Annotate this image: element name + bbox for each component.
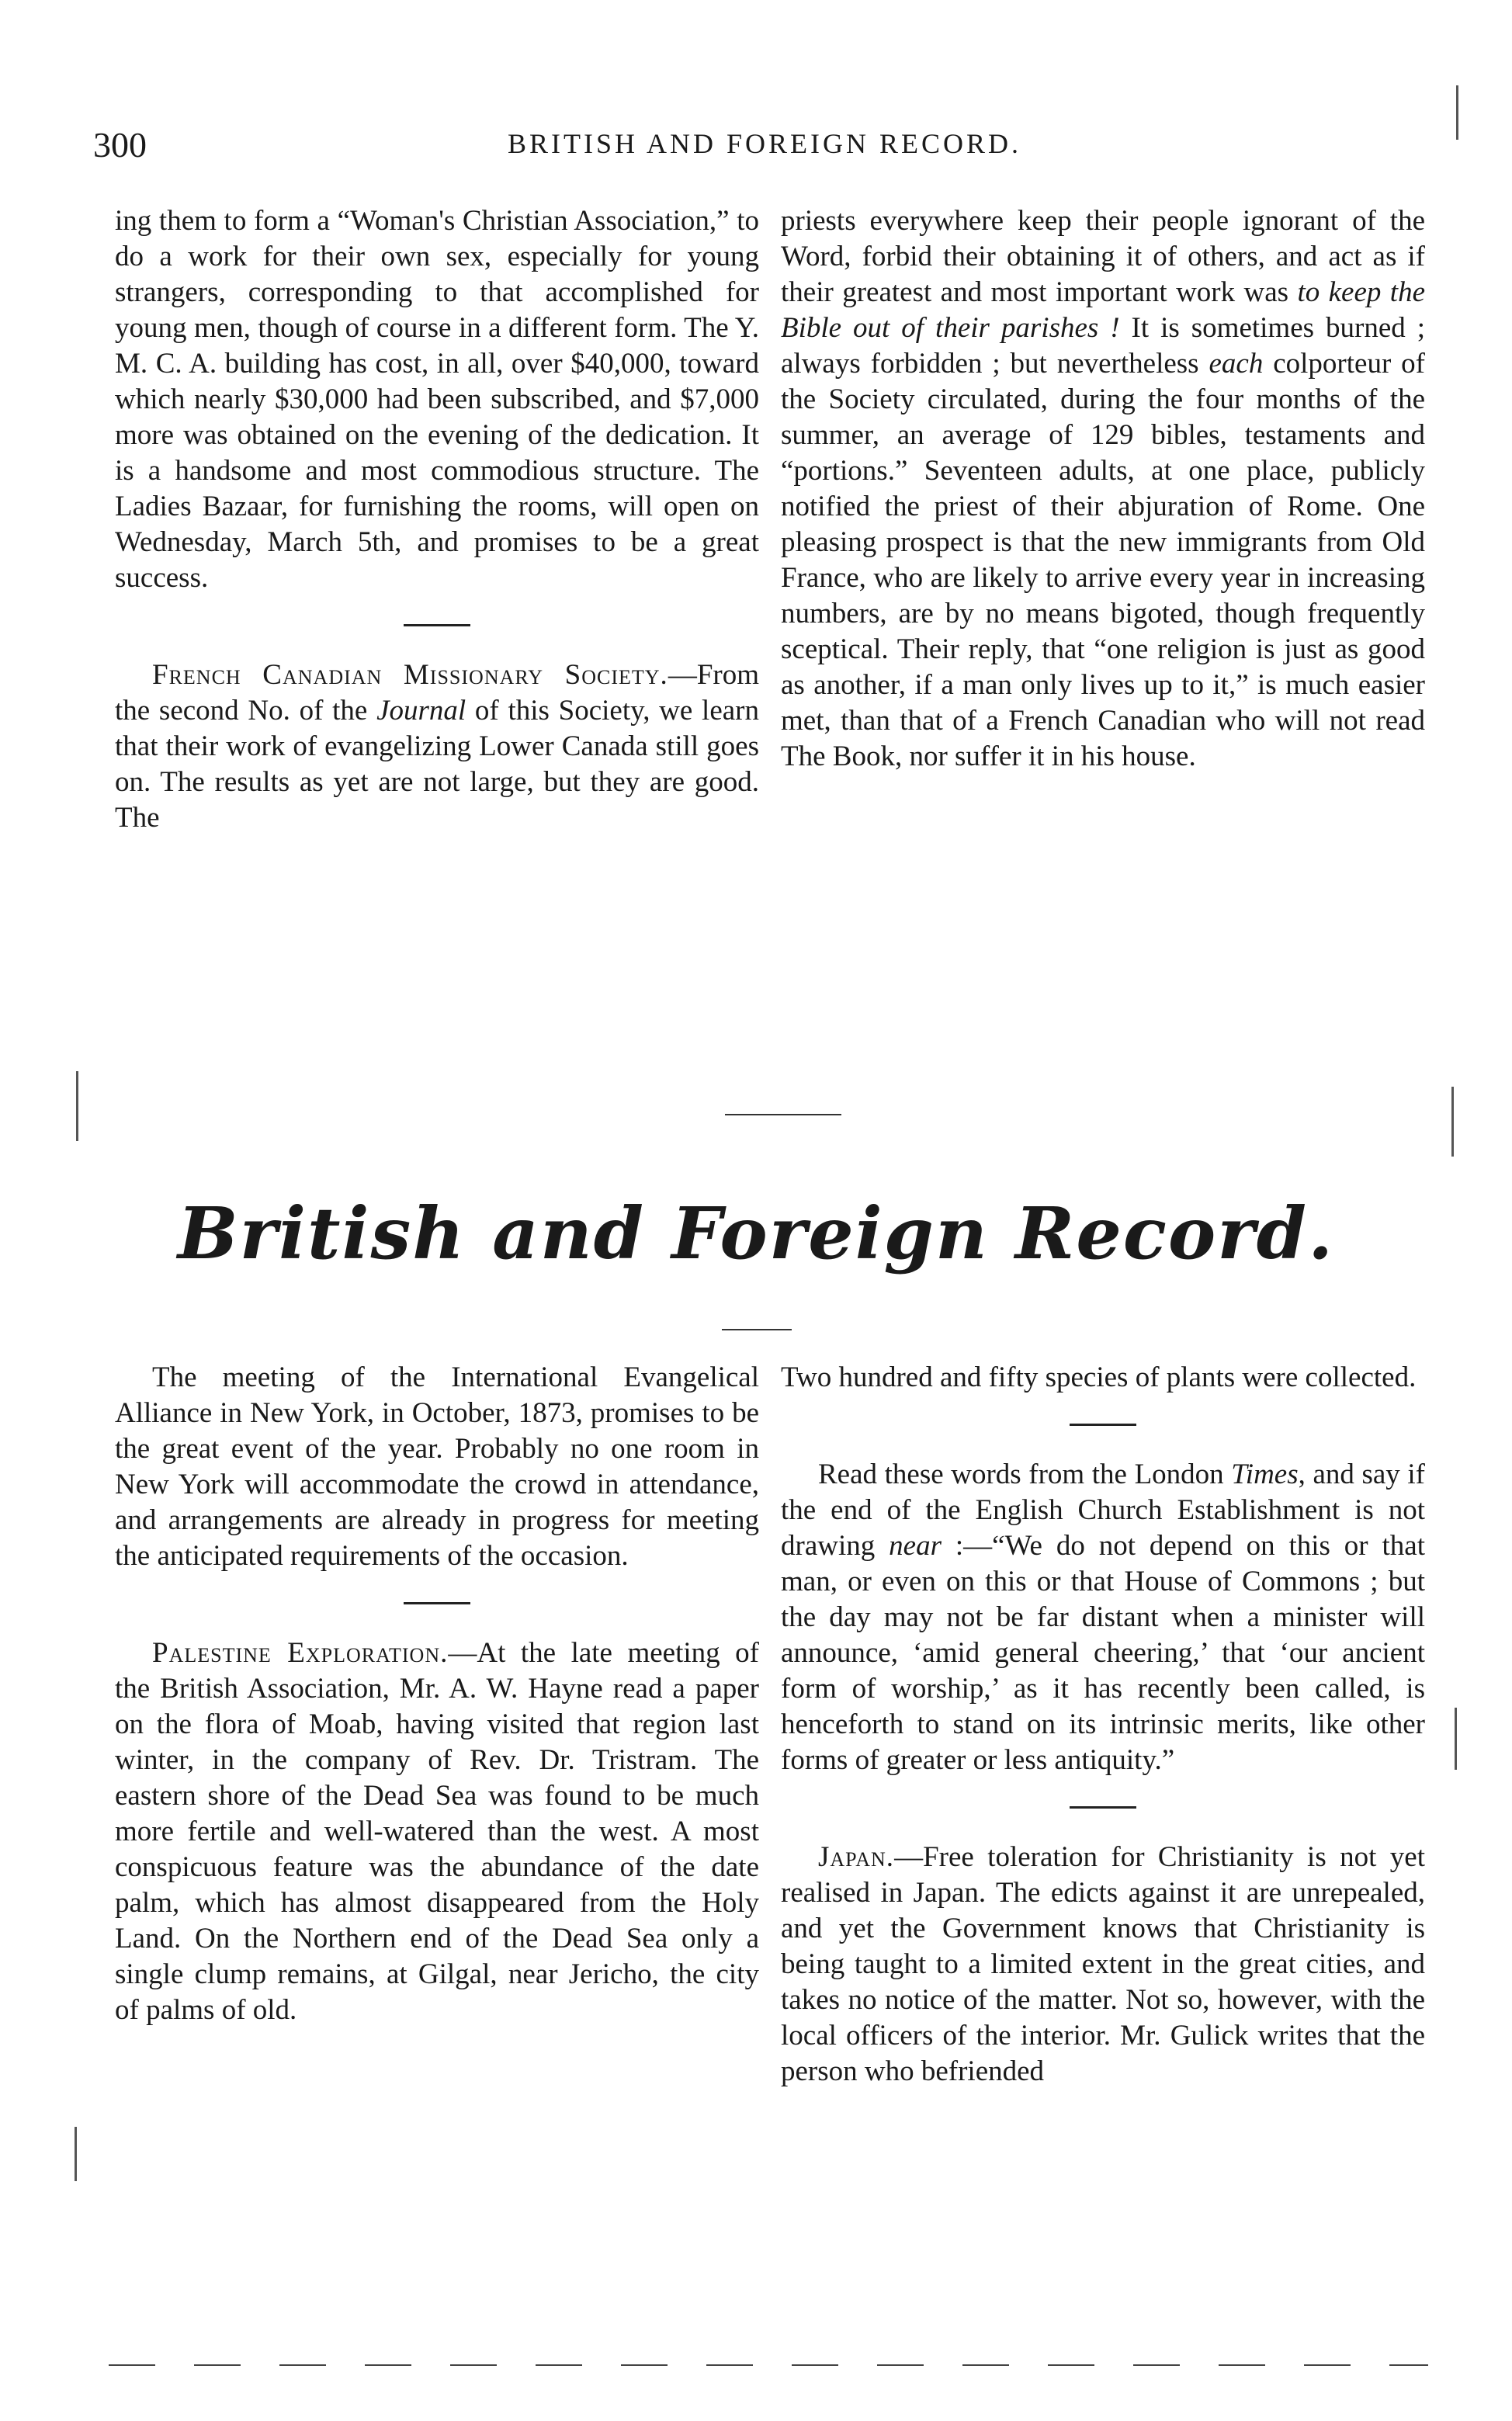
top-right-column: [781, 203, 1425, 775]
running-head: [93, 124, 1436, 171]
bottom-rule: [109, 2364, 1428, 2366]
paragraph-text: of this Society, we learn that their work of evangelizing Lower Canada still goes on. The results as yet are not large, but they are good. The: [115, 695, 759, 834]
paragraph-priests: [781, 203, 1425, 775]
paragraph-text: colporteur of the Society circulated, during the four months of the summer, an average of 129 bibles, testaments and “portions.” Seventeen adults, at one place, publicly notified the priest of their abjuration of Rome. One pleasing prospect is that the new immigrants from Old France, who are likely to arrive every year in increasing numbers, are by no means bigoted, though frequently sceptical. Their reply, that “one religion is just as good as another, if a man only lives up to it,” is much easier met, than that of a French Canadian who will not read The Book, nor suffer it in his house.: [781, 348, 1425, 772]
paragraph-evangelical-alliance: The meeting of the International Evangelical Alliance in New York, in October, 1873, promises to be the great event of the year. Probably no one room in New York will accommodate the crowd in attendance, and arrangements are already in progress for meeting the anticipated requirements of the occasion.: [115, 1361, 759, 1572]
paragraph-text: It is sometimes burned ; always forbidden ; but nevertheless: [781, 312, 1425, 380]
scan-edge-mark: [1455, 1708, 1457, 1770]
emphasis-text: each: [1209, 348, 1264, 380]
paragraph-text: —Free toleration for Christianity is not yet realised in Japan. The edicts against it are unrepealed, and yet the Government knows that Christianity is being taught to a limited extent in the great cities, and takes no notice of the matter. Not so, however, with the local officers of the interior. Mr. Gulick writes that the person who befriended: [781, 1841, 1425, 2087]
emphasis-text: to keep the Bible out of their parishes !: [781, 276, 1425, 344]
bottom-right-column: [781, 1360, 1425, 2090]
emphasis-text: near: [889, 1530, 942, 1562]
running-title: BRITISH AND FOREIGN RECORD.: [507, 128, 1022, 159]
paragraph-palestine-exploration: [115, 1635, 759, 2028]
paragraph-plant-species: Two hundred and fifty species of plants were collected.: [781, 1361, 1417, 1393]
paragraph-text: , and say if the end of the English Church Establishment is not drawing: [781, 1458, 1425, 1562]
paragraph-text: :—“We do not depend on this or that man, or even on this or that House of Commons ; but the day may not be far distant when a minister will announce, ‘amid general cheering,’ that ‘our ancient form of worship,’ as it has recently been called, is henceforth to stand on its intrinsic merits, like other forms of greater or less antiquity.”: [781, 1530, 1425, 1776]
divider-rule: [404, 1602, 470, 1604]
section-title: British and Foreign Record.: [177, 1191, 1335, 1275]
paragraph-ymca: ing them to form a “Woman's Christian Association,” to do a work for their own sex, especially for young strangers, corresponding to that accomplished for young men, though of course in a different form. The Y. M. C. A. building has cost, in all, over $40,000, toward which nearly $30,000 had been subscribed, and $7,000 more was obtained on the evening of the dedication. It is a handsome and most commodious structure. The Ladies Bazaar, for furnishing the rooms, will open on Wednesday, March 5th, and promises to be a great success.: [115, 205, 759, 594]
paragraph-text: —From the second No. of the: [115, 659, 759, 727]
page-number: 300: [93, 125, 147, 165]
paragraph-london-times: [781, 1457, 1425, 1778]
item-heading: Japan.: [818, 1841, 895, 1873]
journal-title: Journal: [376, 695, 466, 727]
divider-rule: [1070, 1806, 1136, 1809]
item-heading: French Canadian Missionary Society.: [152, 659, 668, 691]
paragraph-text: priests everywhere keep their people ignorant of the Word, forbid their obtaining it of others, and act as if their greatest and most important work was: [781, 205, 1425, 308]
newspaper-title: Times: [1231, 1458, 1299, 1490]
scan-edge-mark: [75, 2127, 77, 2181]
scan-edge-mark: [76, 1071, 78, 1141]
divider-rule: [404, 624, 470, 626]
section-divider-top: [725, 1114, 841, 1115]
bottom-left-column: [115, 1360, 759, 2028]
scan-edge-mark: [1451, 1087, 1454, 1157]
section-divider-bottom: [722, 1329, 792, 1330]
item-heading: Palestine Exploration.: [152, 1637, 449, 1669]
top-left-column: [115, 203, 759, 836]
scan-edge-mark: [1456, 85, 1458, 140]
divider-rule: [1070, 1424, 1136, 1426]
paragraph-japan: [781, 1840, 1425, 2090]
paragraph-french-canadian-society: [115, 657, 759, 836]
paragraph-text: Read these words from the London: [818, 1458, 1232, 1490]
paragraph-text: —At the late meeting of the British Association, Mr. A. W. Hayne read a paper on the flora of Moab, having visited that region last winter, in the company of Rev. Dr. Tristram. The eastern shore of the Dead Sea was found to be much more fertile and well-watered than the west. A most conspicuous feature was the abundance of the date palm, which has almost disappeared from the Holy Land. On the Northern end of the Dead Sea only a single clump remains, at Gilgal, near Jericho, the city of palms of old.: [115, 1637, 759, 2026]
